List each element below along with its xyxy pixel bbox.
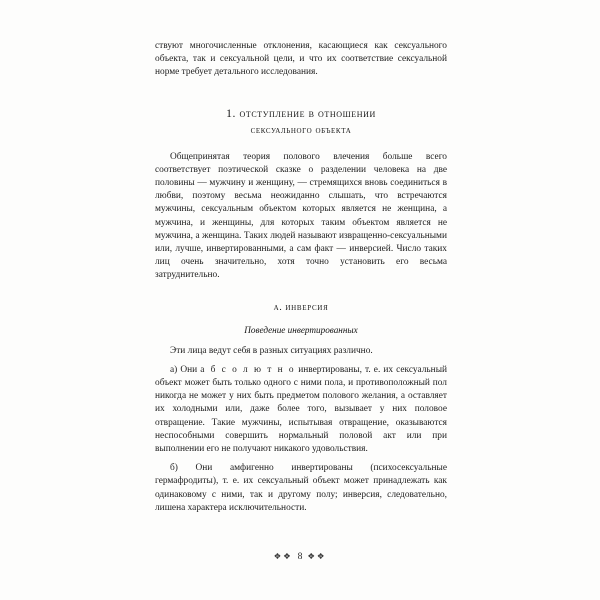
section-heading: а. инверсия <box>273 302 329 313</box>
page-text-column <box>155 40 447 515</box>
chapter-number: 1. <box>226 106 237 120</box>
paragraph-intro: ствуют многочисленные отклонения, касающиеся как сексуального объекта, так и сексуальной цели, и что их соответствие сексуальной норме требует детального исследования. <box>155 41 447 78</box>
ornament-right-icon: ❖❖ <box>307 552 327 561</box>
item-a-emphasis: а б с о л ю т н о <box>200 364 296 375</box>
paragraph-body-2: Эти лица ведут себя в разных ситуациях различно. <box>170 345 373 356</box>
page-number: 8 <box>297 551 303 562</box>
subsection-heading: Поведение инвертированных <box>244 324 358 335</box>
chapter-title-line1: отступление в отношении <box>239 107 376 120</box>
paragraph-body-1: Общепринятая теория полового влечения больше всего соответствует поэтической сказке о разделении человека на две половины — мужчину и женщину, — стремящихся вновь соединиться в любви, поэтому весьма неожиданно слышать, что встречаются мужчины, сексуальным объектом которых является не женщина, а мужчина, и женщины, для которых таким объектом является не мужчина, а женщина. Таких людей называют извращенно-сексуальными или, лучше, инвертированными, а сам факт — инверсией. Число таких лиц очень значительно, хотя точно установить его весьма затруднительно. <box>155 151 447 281</box>
page-footer <box>0 551 600 562</box>
ornament-left-icon: ❖❖ <box>273 552 293 561</box>
chapter-title-line2: сексуального объекта <box>250 124 352 136</box>
item-a-rest: инвертированы, т. е. их сексуальный объект может быть только одного с ними пола, и противоположный пол никогда не может у них быть предметом полового желания, а оставляет их холодными или, даже более того, вызывает у них половое отвращение. Такие мужчины, испытывая отвращение, оказываются неспособными совершить нормальный половой акт или при выполнении его не получают никакого удовольствия. <box>155 364 448 455</box>
item-a-lead: а) Они <box>170 364 198 375</box>
paragraph-body-3 <box>155 364 447 456</box>
chapter-heading <box>155 106 447 122</box>
paragraph-body-4: б) Они амфигенно инвертированы (психосексуальные гермафродиты), т. е. их сексуальный объект может принадлежать как одинаковому с ними, так и другому полу; инверсия, следовательно, лишена характера исключительности. <box>155 463 447 513</box>
